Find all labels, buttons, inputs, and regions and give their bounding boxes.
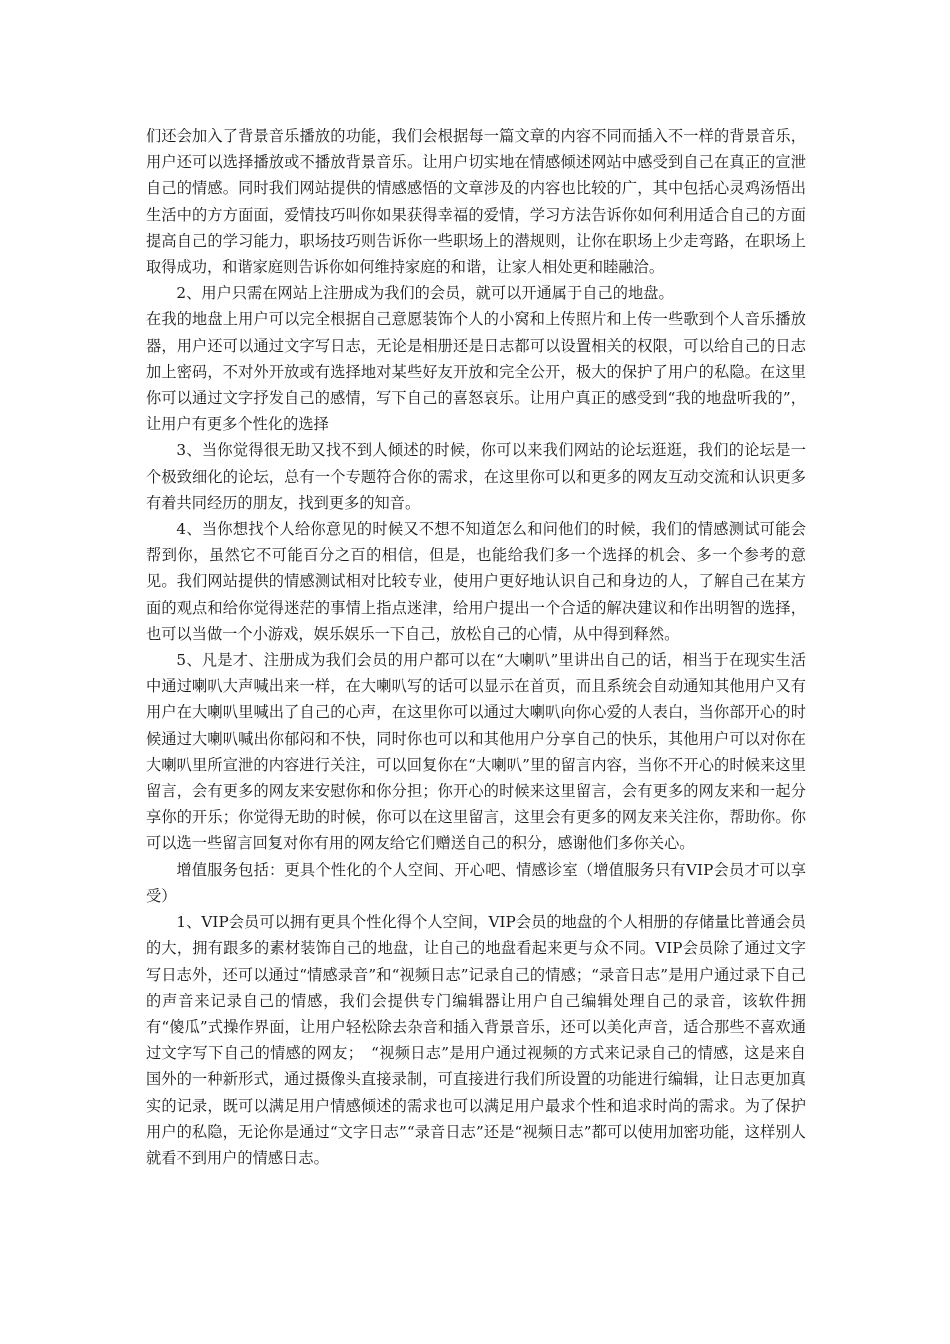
- paragraph-value-added-services: 增值服务包括：更具个性化的个人空间、开心吧、情感诊室（增值服务只有VIP会员才可以享受）: [146, 860, 806, 905]
- paragraph-item-2-register: 2、用户只需在网站上注册成为我们的会员，就可以开通属于自己的地盘。: [176, 284, 674, 303]
- paragraph-vip-item-1: 1、VIP会员可以拥有更具个性化得个人空间，VIP会员的地盘的个人相册的存储量比普通会员的大，拥有跟多的素材装饰自己的地盘，让自己的地盘看起来更与众不同。VIP会员除了通过文字写日志外，还可以通过“情感录音”和“视频日志”记录自己的情感；“录音日志”是用户通过录下自己的声音来记录自己的情感，我们会提供专门编辑器让用户自己编辑处理自己的录音，该软件拥有“傻瓜”式操作界面，让用户轻松除去杂音和插入背景音乐，还可以美化声音，适合那些不喜欢通过文字写下自己的情感的网友； “视频日志”是用户通过视频的方式来记录自己的情感，这是来自国外的一种新形式，通过摄像头直接录制，可直接进行我们所设置的功能进行编辑，让日志更加真实的记录，既可以满足用户情感倾述的需求也可以满足用户最求个性和追求时尚的需求。为了保护用户的私隐，无论你是通过“文字日志”“录音日志”还是“视频日志”都可以使用加密功能，这样别人就看不到用户的情感日志。: [146, 913, 806, 1167]
- paragraph-background-music: 们还会加入了背景音乐播放的功能，我们会根据每一篇文章的内容不同而插入不一样的背景音乐，用户还可以选择播放或不播放背景音乐。让用户切实地在情感倾述网站中感受到自己在真正的宣泄自己的情感。同时我们网站提供的情感感悟的文章涉及的内容也比较的广，其中包括心灵鸡汤悟出生活中的方方面面，爱情技巧叫你如果获得幸福的爱情，学习方法告诉你如何利用适合自己的方面提高自己的学习能力，职场技巧则告诉你一些职场上的潜规则，让你在职场上少走弯路，在职场上取得成功，和谐家庭则告诉你如何维持家庭的和谐，让家人相处更和睦融洽。: [146, 127, 806, 277]
- paragraph-item-5-loudspeaker: 5、凡是才、注册成为我们会员的用户都可以在“大喇叭”里讲出自己的话，相当于在现实生活中通过喇叭大声喊出来一样，在大喇叭写的话可以显示在首页，而且系统会自动通知其他用户又有用户在大喇叭里喊出了自己的心声，在这里你可以通过大喇叭向你心爱的人表白，当你部开心的时候通过大喇叭喊出你郁闷和不快，同时你也可以和其他用户分享自己的快乐，其他用户可以对你在大喇叭里所宣泄的内容进行关注，可以回复你在“大喇叭”里的留言内容，当你不开心的时候来这里留言，会有更多的网友来安慰你和你分担；你开心的时候来这里留言，会有更多的网友来和一起分享你的开乐；你觉得无助的时候，你可以在这里留言，这里会有更多的网友来关注你，帮助你。你可以选一些留言回复对你有用的网友给它们赠送自己的积分，感谢他们多你关心。: [146, 651, 806, 853]
- paragraph-my-space: 在我的地盘上用户可以完全根据自己意愿装饰个人的小窝和上传照片和上传一些歌到个人音乐播放器，用户还可以通过文字写日志，无论是相册还是日志都可以设置相关的权限，可以给自己的日志加上密码，不对外开放或有选择地对某些好友开放和完全公开，极大的保护了用户的私隐。在这里你可以通过文字抒发自己的感情，写下自己的喜怒哀乐。让用户真正的感受到“我的地盘听我的”，让用户有更多个性化的选择: [146, 310, 806, 434]
- paragraph-item-3-forum: 3、当你觉得很无助又找不到人倾述的时候，你可以来我们网站的论坛逛逛，我们的论坛是一个极致细化的论坛，总有一个专题符合你的需求，在这里你可以和更多的网友互动交流和认识更多有着共同经历的朋友，找到更多的知音。: [146, 441, 806, 512]
- paragraph-item-4-emotion-test: 4、当你想找个人给你意见的时候又不想不知道怎么和问他们的时候，我们的情感测试可能会帮到你，虽然它不可能百分之百的相信，但是，也能给我们多一个选择的机会、多一个参考的意见。我们网站提供的情感测试相对比较专业，使用户更好地认识自己和身边的人，了解自己在某方面的观点和给你觉得迷茫的事情上指点迷津，给用户提出一个合适的解决建议和作出明智的选择，也可以当做一个小游戏，娱乐娱乐一下自己，放松自己的心情，从中得到释然。: [146, 520, 806, 643]
- document-page: [146, 123, 806, 1171]
